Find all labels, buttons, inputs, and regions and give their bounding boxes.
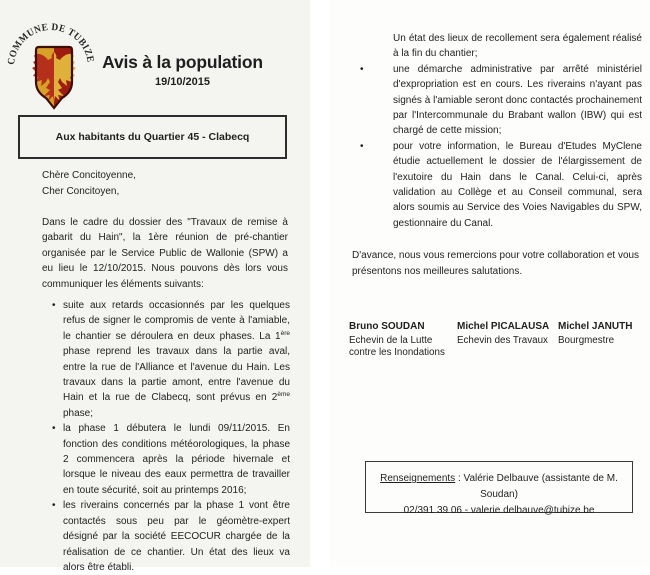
bullet-text: Un état des lieux de recollement sera également réalisé à la fin du chantier;	[393, 33, 642, 60]
bullet-item	[350, 31, 642, 62]
signature-name: Bruno SOUDAN	[349, 321, 425, 332]
shield	[32, 47, 76, 108]
bullet-item	[350, 139, 642, 231]
bullet-text: une démarche administrative par arrêté ministériel d'expropriation est en cours. Les riverains n'ayant pas signés à l'amiable seront donc contactés prochainement par l'Intercommunale du Brabant wallon (IBW) qui est chargé de cette mission;	[393, 63, 642, 137]
doc-date: 19/10/2015	[154, 76, 211, 88]
bullet-text: suite aux retards occasionnés par les quelques refus de signer le compromis de vente à l'amiable, le chantier se déroulera en deux phases. La 1ère phase reprend les travaux dans la partie aval, entre la rue de l'Alliance et l'avenue du Hain. Les travaux dans la partie amont, entre l'avenue du Hain et la rue de Clabecq, sont prévus en 2ème phase;	[63, 300, 290, 419]
bullet-item	[40, 298, 290, 421]
bullet-marker-empty	[350, 31, 393, 62]
addressee-banner-text: Aux habitants du Quartier 45 - Clabecq	[55, 131, 250, 143]
signature-role: Echevin de la Lutte contre les Inondations	[349, 334, 445, 358]
salutation	[42, 168, 136, 199]
bullet-list-right	[350, 31, 642, 231]
contact-label: Renseignements	[380, 473, 456, 484]
bullet-marker: •	[52, 300, 56, 311]
bullet-marker: •	[52, 423, 56, 435]
bullet-item	[350, 62, 642, 139]
signature-role: Bourgmestre	[558, 334, 615, 346]
contact-line-1-rest: : Valérie Delbauve (assistante de M. Soudan)	[455, 473, 618, 500]
intro-paragraph: Dans le cadre du dossier des "Travaux de remise à gabarit du Hain", la 1ère réunion de pré-chantier organisée par le Service Public de Wallonie (SPW) a eu lieu le 12/10/2015. Nous pouvons dès lors vous communiquer les éléments suivants:	[42, 217, 288, 290]
bullet-marker: •	[360, 63, 364, 75]
salutation-line-1: Chère Concitoyenne,	[42, 170, 136, 181]
signature-1	[349, 321, 457, 360]
bullet-text: la phase 1 débutera le lundi 09/11/2015. En fonction des conditions météorologiques, la phase 2 commencera après la période hivernale et lorsque le niveau des eaux permettra de travailler en toute sécurité, soit au printemps 2016;	[63, 423, 290, 496]
signature-3	[558, 321, 641, 360]
addressee-banner	[18, 115, 287, 159]
signature-2	[457, 321, 558, 360]
bullet-text: les riverains concernés par la phase 1 vont être contactés sous peu par le géomètre-expert désigné par la société EECOCUR chargée de la réalisation de ce chantier. Un état des lieux va alors être établi.	[63, 500, 290, 573]
contact-line-2: 02/391 39 06 - valerie.delbauve@tubize.be	[403, 505, 595, 516]
page-left	[0, 0, 310, 573]
signature-name: Michel JANUTH	[558, 321, 633, 332]
bullet-marker: •	[360, 140, 364, 152]
page-title: Avis à la population	[102, 52, 263, 72]
bullet-list-left	[40, 298, 290, 575]
bullet-item	[40, 421, 290, 498]
signature-block	[349, 321, 641, 360]
bullet-item	[40, 498, 290, 575]
signature-role: Echevin des Travaux	[457, 334, 548, 346]
page-right	[330, 0, 650, 567]
salutation-line-2: Cher Concitoyen,	[42, 185, 120, 197]
contact-line-1	[366, 471, 632, 503]
bullet-marker: •	[52, 500, 56, 512]
signature-name: Michel PICALAUSA	[457, 321, 550, 332]
contact-box	[365, 461, 633, 516]
closing-paragraph: D'avance, nous vous remercions pour votre collaboration et vous présentons nos meilleures salutations.	[352, 250, 640, 277]
logo-arc-text: COMMUNE DE TUBIZE	[5, 21, 96, 66]
bullet-text: pour votre information, le Bureau d'Etudes MyClene étudie actuellement le dossier de l'élargissement de l'exutoire du Hain dans le Canal. Celui-ci, après validation au Collège et au Conseil communal, sera alors soumis au Service des Voies Navigables du SPW, gestionnaire du Canal.	[393, 140, 642, 229]
